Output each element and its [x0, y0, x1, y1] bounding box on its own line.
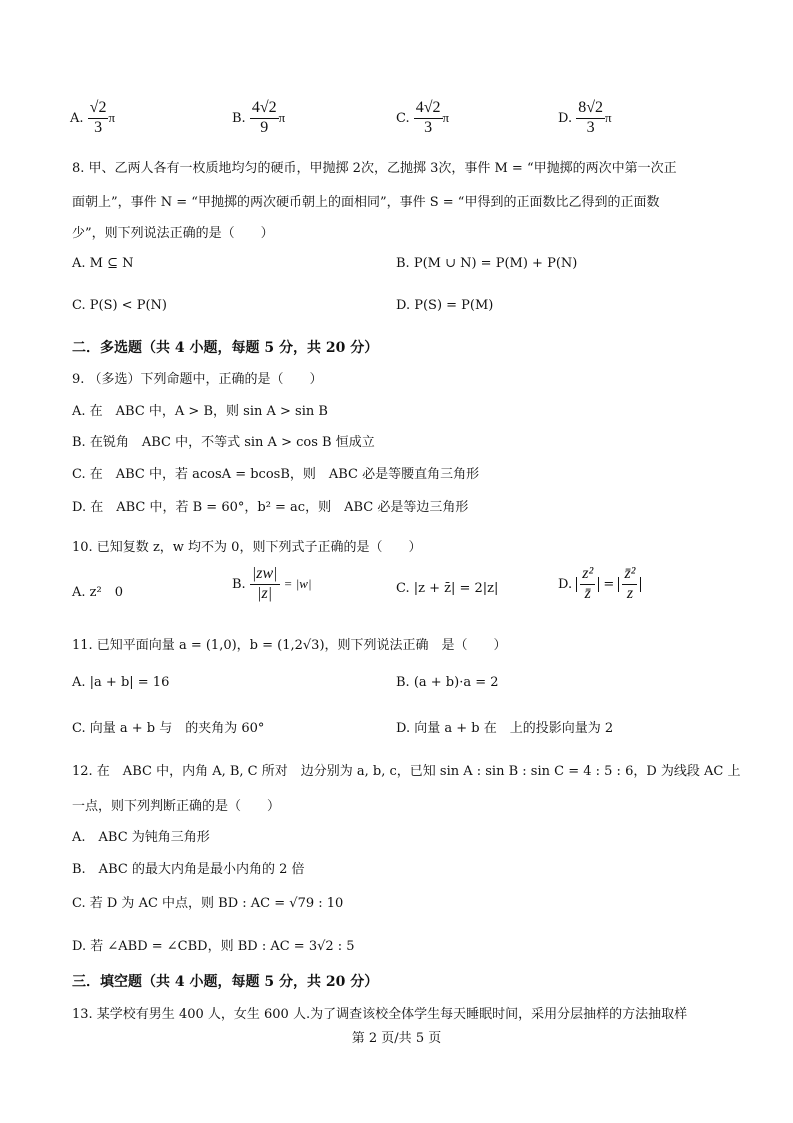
q8-option-d: D. P(S) = P(M): [396, 298, 494, 313]
numerator: |zw|: [250, 566, 280, 585]
q12-option-b: B. ABC 的最大内角是最小内角的 2 倍: [72, 862, 305, 877]
absolute-value: [576, 565, 599, 602]
option-label: B.: [232, 576, 246, 592]
fraction: [576, 100, 605, 137]
q10-option-b: [232, 566, 312, 603]
numerator: z²: [580, 566, 595, 585]
fraction: [622, 566, 637, 603]
numerator: 4√2: [250, 100, 279, 119]
denominator: |z|: [257, 584, 273, 602]
q11-option-a: A. |a + b| = 16: [72, 675, 170, 690]
denominator: 3: [586, 118, 595, 136]
fraction: [414, 100, 443, 137]
q13-stem-line1: 13. 某学校有男生 400 人，女生 600 人.为了调查该校全体学生每天睡眠时间，采用分层抽样的方法抽取样: [72, 1007, 688, 1022]
section-heading-fill-in: 三．填空题（共 4 小题，每题 5 分，共 20 分）: [72, 974, 379, 990]
denominator: 9: [260, 118, 269, 136]
q12-option-c: C. 若 D 为 AC 中点，则 BD : AC = √79 : 10: [72, 896, 344, 911]
q8-option-a: A. M ⊆ N: [72, 256, 134, 271]
denominator: 3: [94, 118, 103, 136]
q10-option-a: A. z² 0: [72, 585, 123, 600]
q9-option-b: B. 在锐角 ABC 中，不等式 sin A > cos B 恒成立: [72, 435, 375, 450]
q9-option-d: D. 在 ABC 中，若 B = 60°，b² = ac，则 ABC 必是等边三角形: [72, 500, 469, 515]
q8-stem-line1: 8. 甲、乙两人各有一枚质地均匀的硬币，甲抛掷 2次，乙抛掷 3次，事件 M = “甲抛掷的两次中第一次正: [72, 161, 677, 176]
q8-option-c: C. P(S) < P(N): [72, 298, 167, 313]
q10-stem: 10. 已知复数 z，w 均不为 0，则下列式子正确的是（ ）: [72, 540, 422, 555]
q11-stem: 11. 已知平面向量 a = (1,0)，b = (1,2√3)，则下列说法正确 是（ ）: [72, 638, 507, 653]
pi-symbol: π: [108, 109, 116, 125]
pi-symbol: π: [605, 109, 612, 125]
numerator: z̄²: [622, 566, 637, 585]
pi-symbol: π: [442, 109, 450, 125]
option-label: D.: [558, 110, 573, 126]
q12-stem-line1: 12. 在 ABC 中，内角 A, B, C 所对 边分别为 a, b, c，已知 sin A : sin B : sin C = 4 : 5 : 6，D 为线段 AC 上: [72, 764, 741, 779]
denominator: z̄: [584, 584, 591, 602]
q12-stem-line2: 一点，则下列判断正确的是（ ）: [72, 799, 281, 814]
option-label: C.: [396, 110, 410, 126]
q9-option-c: C. 在 ABC 中，若 acosA = bcosB，则 ABC 必是等腰直角三角形: [72, 467, 480, 482]
q12-option-d: D. 若 ∠ABD = ∠CBD，则 BD : AC = 3√2 : 5: [72, 939, 355, 954]
denominator: z: [626, 584, 634, 602]
fraction: [250, 566, 280, 603]
q7-option-a: [70, 100, 115, 137]
section-heading-multiple-choice: 二．多选题（共 4 小题，每题 5 分，共 20 分）: [72, 340, 379, 356]
option-label: D.: [558, 576, 573, 592]
fraction: [88, 100, 109, 137]
q8-stem-line3: 少”，则下列说法正确的是（ ）: [72, 226, 274, 241]
q11-option-b: B. (a + b)·a = 2: [396, 675, 499, 690]
q11-option-d: D. 向量 a + b 在 上的投影向量为 2: [396, 721, 614, 736]
q10-option-c: C. |z + z̄| = 2|z|: [396, 581, 499, 596]
q7-option-b: [232, 100, 285, 137]
option-label: A.: [70, 110, 84, 126]
pi-symbol: π: [278, 109, 286, 125]
option-label: B.: [232, 110, 246, 126]
q12-option-a: A. ABC 为钝角三角形: [72, 830, 210, 845]
absolute-value: [618, 565, 641, 602]
fraction: [250, 100, 279, 137]
right-hand-side: = |w|: [283, 575, 312, 591]
q9-option-a: A. 在 ABC 中，A > B，则 sin A > sin B: [72, 404, 328, 419]
numerator: 8√2: [576, 100, 605, 119]
numerator: √2: [88, 100, 109, 119]
page-footer: 第 2 页/共 5 页: [351, 1031, 442, 1046]
q8-stem-line2: 面朝上”，事件 N = “甲抛掷的两次硬币朝上的面相同”，事件 S = “甲得到的正面数比乙得到的正面数: [72, 195, 660, 210]
q9-stem: 9. （多选）下列命题中，正确的是（ ）: [72, 372, 323, 387]
q10-option-d: [558, 566, 641, 603]
q7-option-c: [396, 100, 449, 137]
q8-option-b: B. P(M ∪ N) = P(M) + P(N): [396, 256, 578, 271]
fraction: [580, 566, 595, 603]
denominator: 3: [424, 118, 433, 136]
equals-sign: =: [603, 576, 615, 592]
q11-option-c: C. 向量 a + b 与 的夹角为 60°: [72, 721, 265, 736]
numerator: 4√2: [414, 100, 443, 119]
q7-option-d: [558, 100, 612, 137]
